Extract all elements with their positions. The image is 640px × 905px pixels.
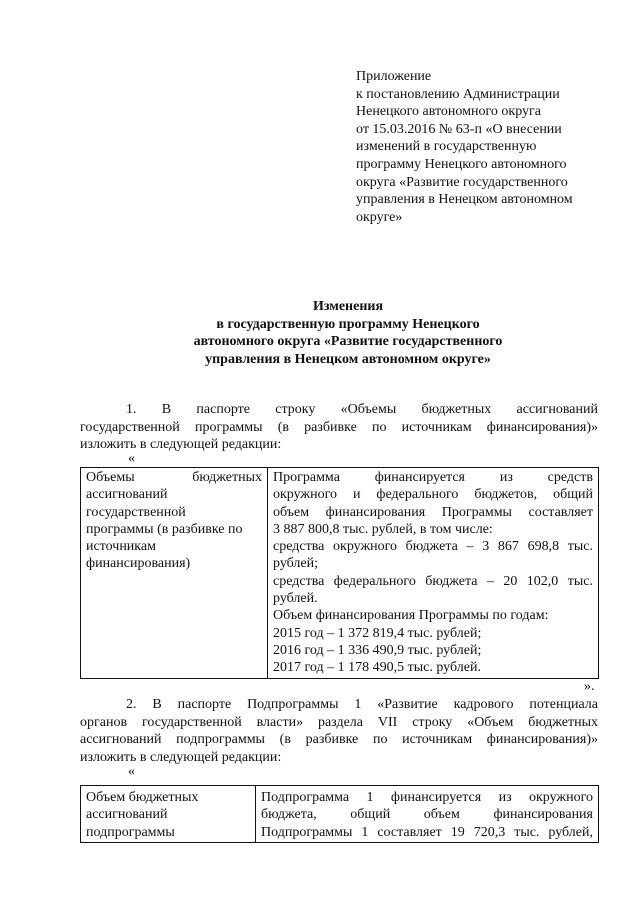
close-quote: ». [584,679,595,694]
document-title [80,298,616,368]
cell-line: ассигнований [86,807,168,823]
cell-line: средства федерального бюджета – 20 102,0 тыс. [273,573,593,589]
paragraph-line: государственной программы (в разбивке по источникам финансирования)» [80,419,598,435]
open-quote-2: « [128,764,135,779]
table-cell-right [256,786,599,843]
paragraph-line: 2. В паспорте Подпрограммы 1 «Развитие кадрового потенциала [126,697,598,712]
appendix-line: округе» [356,209,403,225]
paragraph-line: изложить в следующей редакции: [80,437,282,452]
appendix-line: Ненецкого автономного округа [356,104,541,120]
appendix-line: округа «Развитие государственного [356,174,568,190]
appendix-line: программу Ненецкого автономного [356,156,567,172]
cell-line: финансирования) [86,556,191,572]
cell-line: рублей. [273,591,318,607]
cell-line: источникам [86,539,156,555]
item-1-paragraph [80,401,598,454]
appendix-line: изменений в государственную [356,139,537,155]
cell-line: средства окружного бюджета – 3 867 698,8 тыс. [273,539,593,555]
cell-line: Программа финансируется из средств [273,470,593,485]
cell-line: Подпрограммы 1 составляет 19 720,3 тыс. рублей, [261,824,593,840]
title-line: управления в Ненецком автономном округе» [205,351,491,367]
title-line: в государственную программу Ненецкого [216,316,480,332]
paragraph-line: изложить в следующей редакции: [80,749,282,765]
cell-line: государственной [86,504,186,520]
appendix-line: Приложение [356,69,432,84]
cell-line: Объемы бюджетных [86,470,262,485]
item-1-table [80,467,599,679]
cell-line: подпрограммы [86,824,175,840]
title-line: Изменения [312,299,384,314]
appendix-line: от 15.03.2016 № 63-п «О внесении [356,121,562,137]
cell-line: программы (в разбивке по [86,521,243,537]
table-row [81,468,599,679]
cell-line: 3 887 800,8 тыс. рублей, в том числе: [273,521,493,537]
paragraph-line: ассигнований подпрограммы (в разбивке по источникам финансирования)» [80,732,598,747]
paragraph-line: органов государственной власти» раздела VII строку «Объем бюджетных [80,714,598,730]
table-row [81,786,599,843]
cell-line: ассигнований [86,487,168,503]
appendix-line: к постановлению Администрации [356,86,560,102]
open-quote: « [128,451,135,466]
appendix-header [356,68,606,226]
cell-line: 2015 год – 1 372 819,4 тыс. рублей; [273,625,482,641]
item-2-paragraph [80,696,598,766]
table-cell-right [268,468,599,679]
cell-line: бюджета, общий объем финансирования [261,807,593,823]
table-cell-left [81,786,256,843]
cell-line: рублей; [273,556,318,572]
cell-line: 2016 год – 1 336 490,9 тыс. рублей; [273,642,482,658]
item-2-table [80,785,599,843]
cell-line: Объем бюджетных [86,790,199,805]
cell-line: Объем финансирования Программы по годам: [273,608,549,624]
title-line: автономного округа «Развитие государственного [193,334,503,349]
cell-line: окружного и федерального бюджетов, общий [273,487,593,503]
cell-line: 2017 год – 1 178 490,5 тыс. рублей. [273,660,481,676]
appendix-line: управления в Ненецком автономном [356,192,573,208]
cell-line: Подпрограмма 1 финансируется из окружного [261,790,593,805]
paragraph-line: 1. В паспорте строку «Объемы бюджетных ассигнований [126,402,598,417]
table-cell-left [81,468,268,679]
cell-line: объем финансирования Программы составляет [273,504,593,520]
